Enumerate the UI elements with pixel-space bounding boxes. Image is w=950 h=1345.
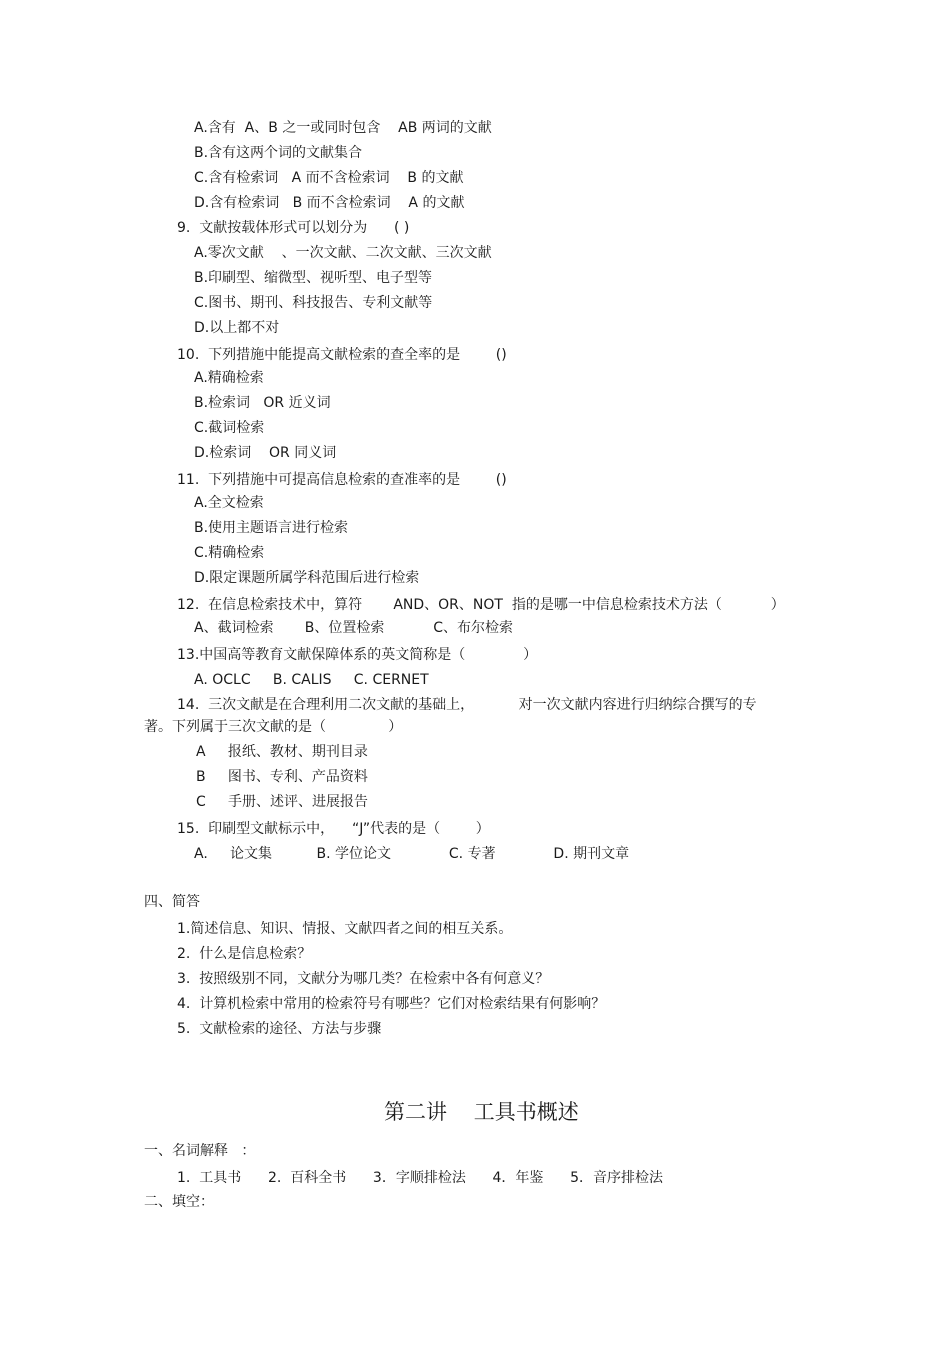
text-line: C 手册、述评、进展报告 (196, 794, 369, 810)
text-line: A.含有 A、B 之一或同时包含 AB 两词的文献 (194, 120, 492, 136)
text-line: 15. 印刷型文献标示中， “J”代表的是（ ） (177, 821, 490, 837)
text-line: D.含有检索词 B 而不含检索词 A 的文献 (194, 195, 465, 211)
text-line: A. 论文集 B. 学位论文 C. 专著 D. 期刊文章 (194, 846, 630, 862)
text-line: B.印刷型、缩微型、视听型、电子型等 (194, 270, 433, 286)
section-heading: 二、填空： (144, 1194, 214, 1210)
text-line: A.精确检索 (194, 370, 264, 386)
text-line: 13.中国高等教育文献保障体系的英文简称是（ ） (177, 647, 538, 663)
text-line: 4. 计算机检索中常用的检索符号有哪些？它们对检索结果有何影响？ (177, 996, 606, 1012)
text-line: C.图书、期刊、科技报告、专利文献等 (194, 295, 433, 311)
text-line: 14. 三次文献是在合理利用二次文献的基础上， 对一次文献内容进行归纳综合撰写的专 (177, 697, 757, 713)
text-line: A、截词检索 B、位置检索 C、布尔检索 (194, 620, 514, 636)
section-heading: 一、名词解释 ： (144, 1143, 256, 1159)
text-line: A 报纸、教材、期刊目录 (196, 744, 368, 760)
text-line: C.精确检索 (194, 545, 265, 561)
text-line: 1.简述信息、知识、情报、文献四者之间的相互关系。 (177, 921, 513, 937)
text-line: 5. 文献检索的途径、方法与步骤 (177, 1021, 382, 1037)
text-line: D.检索词 OR 同义词 (194, 445, 337, 461)
text-line: A.全文检索 (194, 495, 264, 511)
text-line: 9. 文献按载体形式可以划分为 ( ) (177, 220, 410, 236)
text-line: B.检索词 OR 近义词 (194, 395, 331, 411)
section-heading: 四、简答 (144, 894, 200, 910)
chapter-title: 第二讲 工具书概述 (384, 1100, 579, 1124)
text-line: D.限定课题所属学科范围后进行检索 (194, 570, 420, 586)
text-line: C.含有检索词 A 而不含检索词 B 的文献 (194, 170, 464, 186)
text-line: B.含有这两个词的文献集合 (194, 145, 363, 161)
text-line: 11. 下列措施中可提高信息检索的查准率的是 () (177, 472, 507, 488)
text-line: 10. 下列措施中能提高文献检索的查全率的是 () (177, 347, 507, 363)
text-line: 2. 什么是信息检索？ (177, 946, 312, 962)
text-line: C.截词检索 (194, 420, 265, 436)
text-line: 12. 在信息检索技术中，算符 AND、OR、NOT 指的是哪一中信息检索技术方法（ ） (177, 597, 785, 613)
text-line: 1. 工具书 2. 百科全书 3．字顺排检法 4．年鉴 5．音序排检法 (177, 1170, 664, 1186)
text-line: 著。下列属于三次文献的是（ ） (144, 719, 403, 735)
text-line: D.以上都不对 (194, 320, 280, 336)
text-line: B 图书、专利、产品资料 (196, 769, 368, 785)
text-line: A. OCLC B. CALIS C. CERNET (194, 672, 429, 688)
text-line: B.使用主题语言进行检索 (194, 520, 349, 536)
text-line: A.零次文献 、一次文献、二次文献、三次文献 (194, 245, 492, 261)
text-line: 3. 按照级别不同，文献分为哪几类？在检索中各有何意义？ (177, 971, 550, 987)
